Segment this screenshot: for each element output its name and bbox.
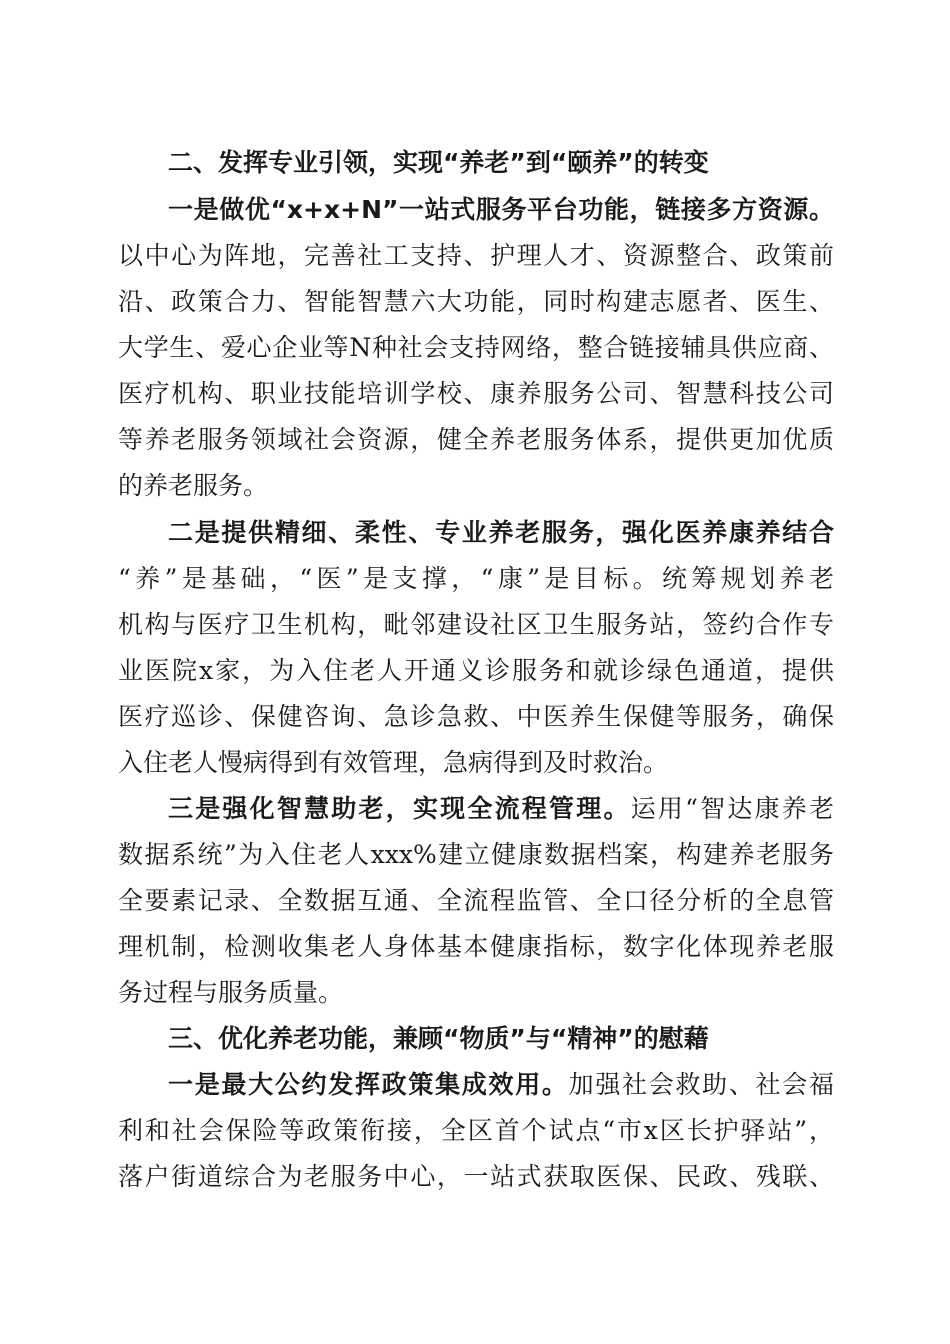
paragraph-1-lead: 一是做优“x+x+N”一站式服务平台功能，链接多方资源。 [168,195,834,224]
paragraph-3-line-4: 务过程与服务质量。 [118,978,344,1007]
paragraph-4-first-line [168,1068,834,1102]
paragraph-4-lead-rest: 加强社会救助、社会福 [568,1070,834,1099]
paragraph-1-line-4: 医疗机构、职业技能培训学校、康养服务公司、智慧科技公司 [118,379,834,408]
section-heading-3: 三、优化养老功能，兼顾“物质”与“精神”的慰藉 [168,1024,709,1053]
paragraph-4-lead: 一是最大公约发挥政策集成效用。 [168,1070,569,1099]
paragraph-1-line-6: 的养老服务。 [118,471,269,500]
paragraph-1-line-3: 大学生、爱心企业等N种社会支持网络，整合链接辅具供应商、 [118,333,834,362]
paragraph-1-line-2: 沿、政策合力、智能智慧六大功能，同时构建志愿者、医生、 [118,287,834,316]
paragraph-2-line-3: 业医院x家，为入住老人开通义诊服务和就诊绿色通道，提供 [118,656,834,685]
paragraph-2-line-1: “养”是基础，“医”是支撑，“康”是目标。统筹规划养老 [118,564,834,593]
section-heading-2: 二、发挥专业引领，实现“养老”到“颐养”的转变 [168,148,709,177]
paragraph-1-line-5: 等养老服务领域社会资源，健全养老服务体系，提供更加优质 [118,425,834,454]
paragraph-3-line-2: 全要素记录、全数据互通、全流程监管、全口径分析的全息管 [118,886,834,915]
paragraph-1-line-1: 以中心为阵地，完善社工支持、护理人才、资源整合、政策前 [118,241,834,270]
paragraph-4-line-1: 利和社会保险等政策衔接，全区首个试点“市x区长护驿站”， [118,1116,834,1145]
paragraph-2-line-4: 医疗巡诊、保健咨询、急诊急救、中医养生保健等服务，确保 [118,702,834,731]
paragraph-3-lead-rest: 运用“智达康养老 [630,794,834,823]
paragraph-2-lead: 二是提供精细、柔性、专业养老服务，强化医养康养结合 [168,518,834,547]
paragraph-3-first-line [168,792,834,826]
paragraph-3-lead: 三是强化智慧助老，实现全流程管理。 [168,794,631,823]
paragraph-2-line-5: 入住老人慢病得到有效管理，急病得到及时救治。 [118,748,669,777]
paragraph-3-line-1: 数据系统”为入住老人xxx%建立健康数据档案，构建养老服务 [118,840,834,869]
paragraph-4-line-2: 落户街道综合为老服务中心，一站式获取医保、民政、残联、 [118,1162,834,1191]
paragraph-3-line-3: 理机制，检测收集老人身体基本健康指标，数字化体现养老服 [118,932,834,961]
paragraph-2-line-2: 机构与医疗卫生机构，毗邻建设社区卫生服务站，签约合作专 [118,610,834,639]
